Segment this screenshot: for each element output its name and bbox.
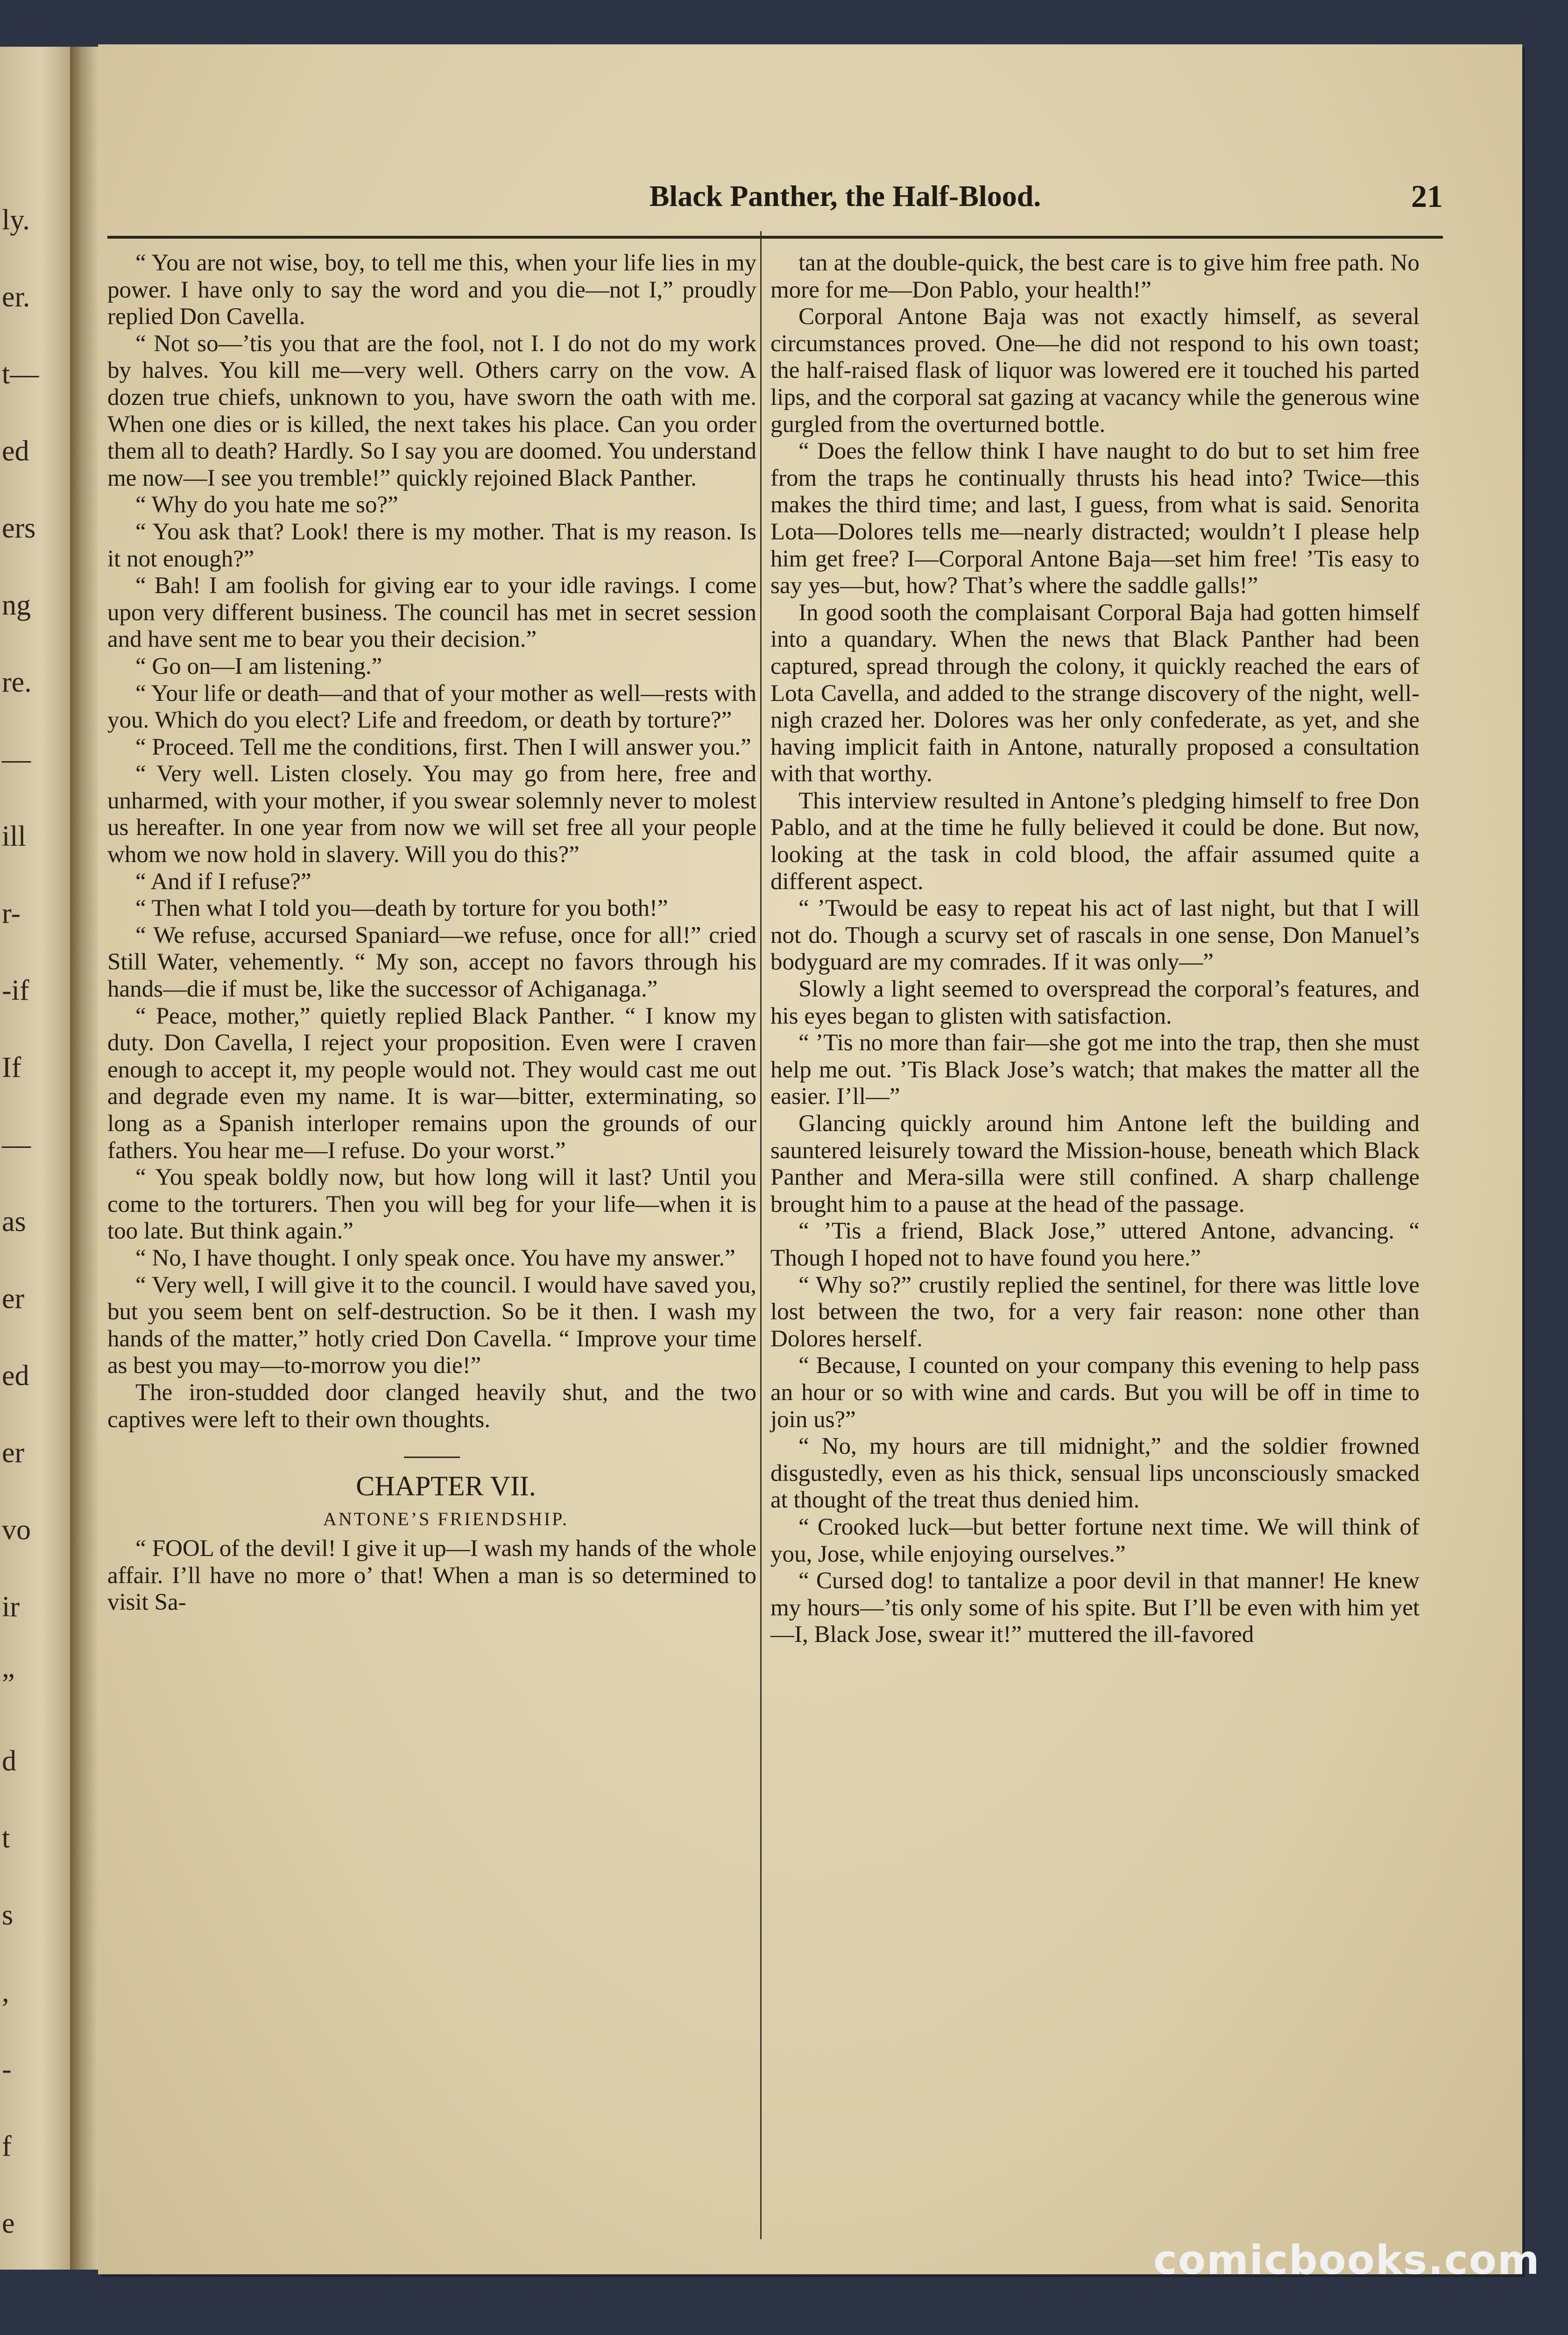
paragraph: “ ’Tis no more than fair—she got me into the trap, then she must help me out. ’Tis Black Jose’s watch; that makes the matter all the easier. I’ll—” [770, 1030, 1420, 1110]
paragraph: “ Cursed dog! to tantalize a poor devil in that manner! He knew my hours—’tis only some of his spite. But I’ll be even with him yet—I, Black Jose, swear it!” muttered the ill-favored [770, 1568, 1420, 1648]
paragraph: “ Your life or death—and that of your mother as well—rests with you. Which do you elect? Life and freedom, or death by torture?” [107, 680, 756, 734]
book-gutter [70, 47, 98, 2270]
paragraph: “ Go on—I am listening.” [135, 653, 382, 679]
paragraph: “ Very well, I will give it to the council. I would have saved you, but you seem bent on self-destruction. So be it then. I wash my hands of the matter,” hotly cried Don Cavella. “ Improve your time as best you may—to-morrow you die!” [107, 1272, 756, 1379]
paragraph: “ Crooked luck—but better fortune next time. We will think of you, Jose, while enjoying ourselves.” [770, 1514, 1420, 1567]
paragraph: “ ’Twould be easy to repeat his act of last night, but that I will not do. Though a scurvy set of rascals in one sense, Don Manuel’s bodyguard are my comrades. If it was only—” [770, 895, 1420, 976]
previous-page-fragment: ng [2, 589, 31, 621]
previous-page-fragment: ” [2, 1668, 15, 1700]
paragraph: “ ’Tis a friend, Black Jose,” uttered Antone, advancing. “ Though I hoped not to have found you here.” [770, 1218, 1420, 1271]
paragraph: Glancing quickly around him Antone left the building and sauntered leisurely toward the Mission-house, beneath which Black Panther and Mera-silla were still confined. A sharp challenge brought him to a pause at the head of the passage. [770, 1111, 1420, 1217]
left-column [107, 250, 756, 1616]
header-rule [107, 236, 1443, 239]
watermark: comicbooks.com [1153, 2237, 1540, 2284]
paragraph: tan at the double-quick, the best care is to give him free path. No more for me—Don Pablo, your health!” [770, 250, 1420, 303]
paragraph: Corporal Antone Baja was not exactly himself, as several circumstances proved. One—he did not respond to his own toast; the half-raised flask of liquor was lowered ere it touched his parted lips, and the corporal sat gazing at vacancy while the generous wine gurgled from the overturned bottle. [770, 304, 1420, 438]
paragraph: Slowly a light seemed to overspread the corporal’s features, and his eyes began to glisten with satisfaction. [770, 976, 1420, 1029]
previous-page-fragment: -if [2, 975, 29, 1006]
paragraph: “ Bah! I am foolish for giving ear to your idle ravings. I come upon very different business. The council has met in secret session and have sent me to bear you their decision.” [107, 573, 756, 653]
chapter-separator [404, 1457, 460, 1458]
paragraph: “ Does the fellow think I have naught to do but to set him free from the traps he continually thrusts his head into? Twice—this makes the third time; and last, I guess, from what is said. Senorita Lota—Dolores tells me—nearly distracted; wouldn’t I please help him get free? I—Corporal Antone Baja—set him free! ’Tis easy to say yes—but, how? That’s where the saddle galls!” [770, 438, 1420, 599]
chapter-subtitle: ANTONE’S FRIENDSHIP. [323, 1508, 569, 1530]
previous-page-fragment: t— [2, 358, 39, 390]
paragraph: “ Because, I counted on your company this evening to help pass an hour or so with wine and cards. But you will be off in time to join us?” [770, 1352, 1420, 1433]
paragraph: “ Then what I told you—death by torture for you both!” [135, 895, 668, 922]
previous-page-fragment: If [2, 1052, 21, 1083]
right-column [770, 250, 1420, 1649]
previous-page-fragment: er [2, 1437, 25, 1469]
paragraph: This interview resulted in Antone’s pledging himself to free Don Pablo, and at the time he fully believed it could be done. But now, looking at the task in cold blood, the affair assumed quite a different aspect. [770, 787, 1420, 895]
previous-page-fragment: vo [2, 1514, 31, 1546]
paragraph: The iron-studded door clanged heavily shut, and the two captives were left to their own thoughts. [107, 1379, 756, 1433]
previous-page-fragment: ed [2, 435, 29, 467]
previous-page-fragment: — [2, 743, 31, 775]
paragraph: “ Peace, mother,” quietly replied Black Panther. “ I know my duty. Don Cavella, I reject your proposition. Even were I craven enough to accept it, my people would not. They would cast me out and degrade even my name. It is war—bitter, exterminating, so long as a Spanish interloper remains upon the grounds of our fathers. You hear me—I refuse. Do your worst.” [107, 1003, 756, 1164]
paragraph: “ No, I have thought. I only speak once. You have my answer.” [135, 1245, 735, 1271]
book-page [98, 44, 1522, 2274]
paragraph: “ Why so?” crustily replied the sentinel, for there was little love lost between the two, for a very fair reason: none other than Dolores herself. [770, 1272, 1420, 1352]
paragraph: “ Not so—’tis you that are the fool, not I. I do not do my work by halves. You kill me—very well. Others carry on the vow. A dozen true chiefs, unknown to you, have sworn the oath with me. When one dies or is killed, the next takes his place. Can you order them all to death? Hardly. So I say you are doomed. You understand me now—I see you tremble!” quickly rejoined Black Panther. [107, 330, 756, 491]
paragraph: “ Very well. Listen closely. You may go from here, free and unharmed, with your mother, if you swear solemnly never to molest us hereafter. In one year from now we will set free all your people whom we now hold in slavery. Will you do this?” [107, 761, 756, 868]
previous-page-fragment: ed [2, 1360, 29, 1392]
running-title: Black Panther, the Half-Blood. [649, 179, 1041, 212]
page-number: 21 [1411, 178, 1443, 214]
paragraph: “ We refuse, accursed Spaniard—we refuse, once for all!” cried Still Water, vehemently. “ My son, accept no favors through his hands—die if must be, like the successor of Achiganaga.” [107, 922, 756, 1003]
previous-page-fragment: ill [2, 821, 26, 852]
previous-page-fragment: — [2, 1129, 31, 1160]
previous-page-fragment: ir [2, 1591, 20, 1623]
previous-page-fragment: t [2, 1822, 10, 1854]
previous-page-fragment: re. [2, 666, 32, 698]
previous-page-fragment: s [2, 1899, 14, 1931]
paragraph: In good sooth the complaisant Corporal Baja had gotten himself into a quandary. When the news that Black Panther had been captured, spread through the colony, it quickly reached the ears of Lota Cavella, and added to the strange discovery of the night, well-nigh crazed her. Dolores was her only confederate, as yet, and she having implicit faith in Antone, naturally proposed a consultation with that worthy. [770, 599, 1420, 787]
paragraph: “ And if I refuse?” [135, 868, 311, 895]
previous-page-fragment: er [2, 1283, 25, 1315]
previous-page-edge [0, 47, 70, 2270]
previous-page-fragment: ers [2, 512, 36, 544]
paragraph: “ No, my hours are till midnight,” and the soldier frowned disgustedly, even as his thick, sensual lips unconsciously smacked at thought of the treat thus denied him. [770, 1433, 1420, 1514]
paragraph: “ You are not wise, boy, to tell me this, when your life lies in my power. I have only to say the word and you die—not I,” proudly replied Don Cavella. [107, 250, 756, 330]
previous-page-fragment: e [2, 2208, 15, 2239]
previous-page-fragment: f [2, 2130, 12, 2162]
previous-page-fragment: ly. [2, 204, 30, 236]
paragraph: “ Why do you hate me so?” [135, 492, 398, 518]
column-rule [760, 231, 762, 2239]
previous-page-fragment: d [2, 1745, 16, 1777]
running-header [112, 175, 1508, 226]
previous-page-fragment: er. [2, 281, 30, 313]
chapter-title: CHAPTER VII. [356, 1471, 536, 1502]
previous-page-fragment: - [2, 2053, 12, 2085]
previous-page-fragment: r- [2, 898, 21, 929]
paragraph: “ FOOL of the devil! I give it up—I wash my hands of the whole affair. I’ll have no more o’ that! When a man is so determined to visit Sa- [107, 1535, 756, 1616]
previous-page-fragment: as [2, 1206, 26, 1238]
paragraph: “ You speak boldly now, but how long will it last? Until you come to the torturers. Then you will beg for your life—when it is too late. But think again.” [107, 1164, 756, 1245]
paragraph: “ Proceed. Tell me the conditions, first. Then I will answer you.” [135, 734, 751, 760]
previous-page-fragment: , [2, 1976, 9, 2008]
paragraph: “ You ask that? Look! there is my mother. That is my reason. Is it not enough?” [107, 518, 756, 572]
